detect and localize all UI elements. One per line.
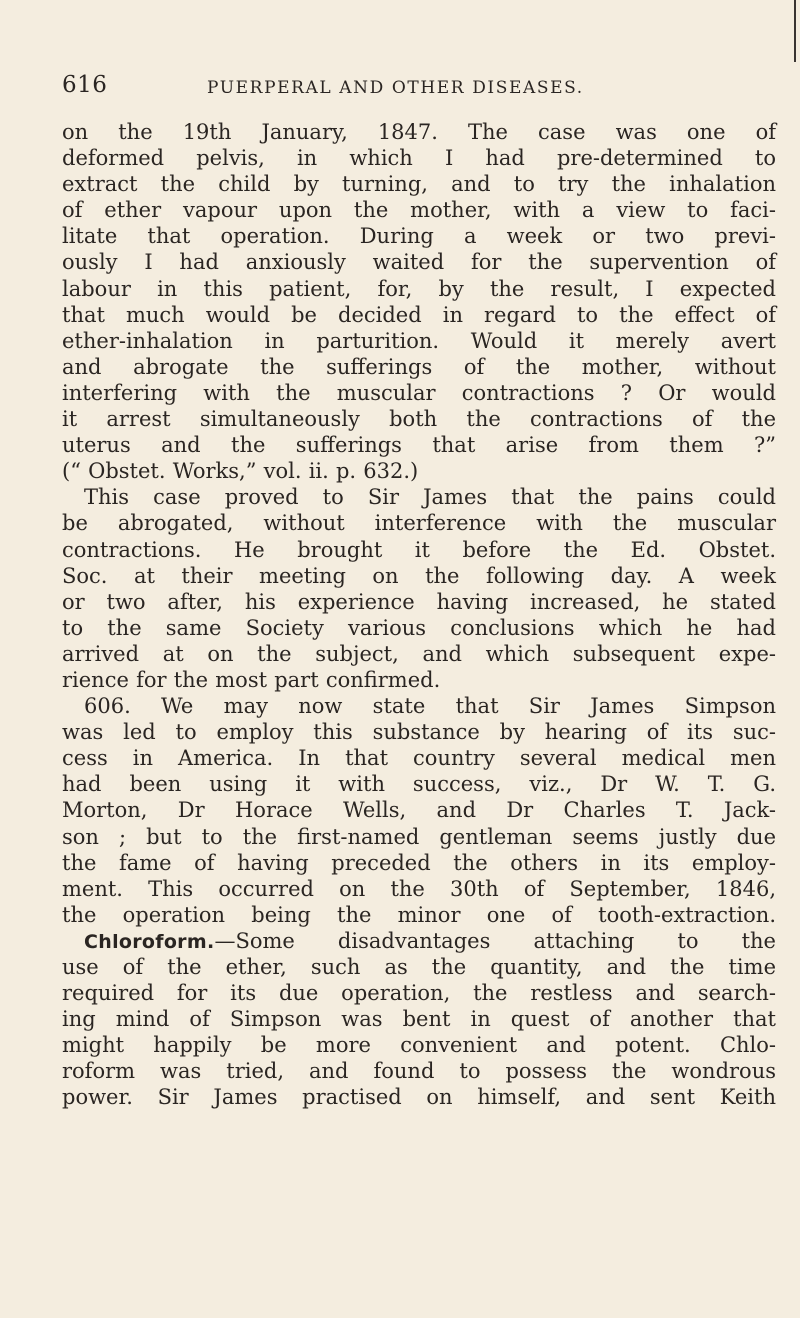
text-line: deformed pelvis, in which I had pre-determined to [62,146,776,171]
text-line: Soc. at their meeting on the following day. A week [62,563,776,588]
text-line: had been using it with success, viz., Dr W. T. G. [62,772,776,797]
text-line: labour in this patient, for, by the result, I expected [62,276,776,301]
text-line: contractions. He brought it before the Ed. Obstet. [62,537,776,562]
running-title: PUERPERAL AND OTHER DISEASES. [207,78,584,98]
text-line-with-heading [62,928,776,954]
text-line: extract the child by turning, and to try the inhalation [62,172,776,197]
text-line: ment. This occurred on the 30th of September, 1846, [62,876,776,901]
text-line: power. Sir James practised on himself, and sent Keith [62,1085,776,1110]
text-line: cess in America. In that country several medical men [62,746,776,771]
page-header [62,70,762,104]
text-line: 606. We may now state that Sir James Simpson [84,694,776,719]
text-line: interfering with the muscular contractions ? Or would [62,380,776,405]
text-line: on the 19th January, 1847. The case was one of [62,120,776,144]
text-line: use of the ether, such as the quantity, and the time [62,955,776,979]
text-line: arrived at on the subject, and which subsequent expe- [62,641,776,666]
text-line: it arrest simultaneously both the contractions of the [62,407,776,432]
text-line: the fame of having preceded the others in its employ- [62,850,776,875]
page-number: 616 [62,72,108,98]
text-line: This case proved to Sir James that the pains could [84,485,776,510]
text-line: son ; but to the first-named gentleman seems justly due [62,824,776,849]
page-edge-rule [794,0,796,62]
text-line: of ether vapour upon the mother, with a view to faci- [62,198,776,223]
text-line: that much would be decided in regard to the effect of [62,302,776,327]
text-line: or two after, his experience having increased, he stated [62,589,776,614]
text-line: ously I had anxiously waited for the supervention of [62,250,776,275]
text-line: —Some disadvantages attaching to the [214,928,776,953]
text-line: ether-inhalation in parturition. Would it merely avert [62,328,776,353]
body-text [62,119,776,1111]
text-line: and abrogate the sufferings of the mother, without [62,354,776,379]
text-line: to the same Society various conclusions which he had [62,615,776,640]
text-line: roform was tried, and found to possess the wondrous [62,1059,776,1084]
text-line: (“ Obstet. Works,” vol. ii. p. 632.) [62,459,419,484]
text-line: ing mind of Simpson was bent in quest of another that [62,1007,776,1032]
text-line: Morton, Dr Horace Wells, and Dr Charles T. Jack- [62,798,776,823]
text-line: rience for the most part confirmed. [62,667,441,692]
text-line: uterus and the sufferings that arise from them ?” [62,433,776,458]
text-line: might happily be more convenient and potent. Chlo- [62,1033,776,1058]
text-line: be abrogated, without interference with the muscular [62,511,776,536]
section-heading: Chloroform. [84,930,215,953]
text-line: required for its due operation, the restless and search- [62,981,776,1006]
text-line: was led to employ this substance by hearing of its suc- [62,720,776,745]
text-line: litate that operation. During a week or two previ- [62,224,776,249]
text-line: the operation being the minor one of tooth-extraction. [62,902,776,927]
